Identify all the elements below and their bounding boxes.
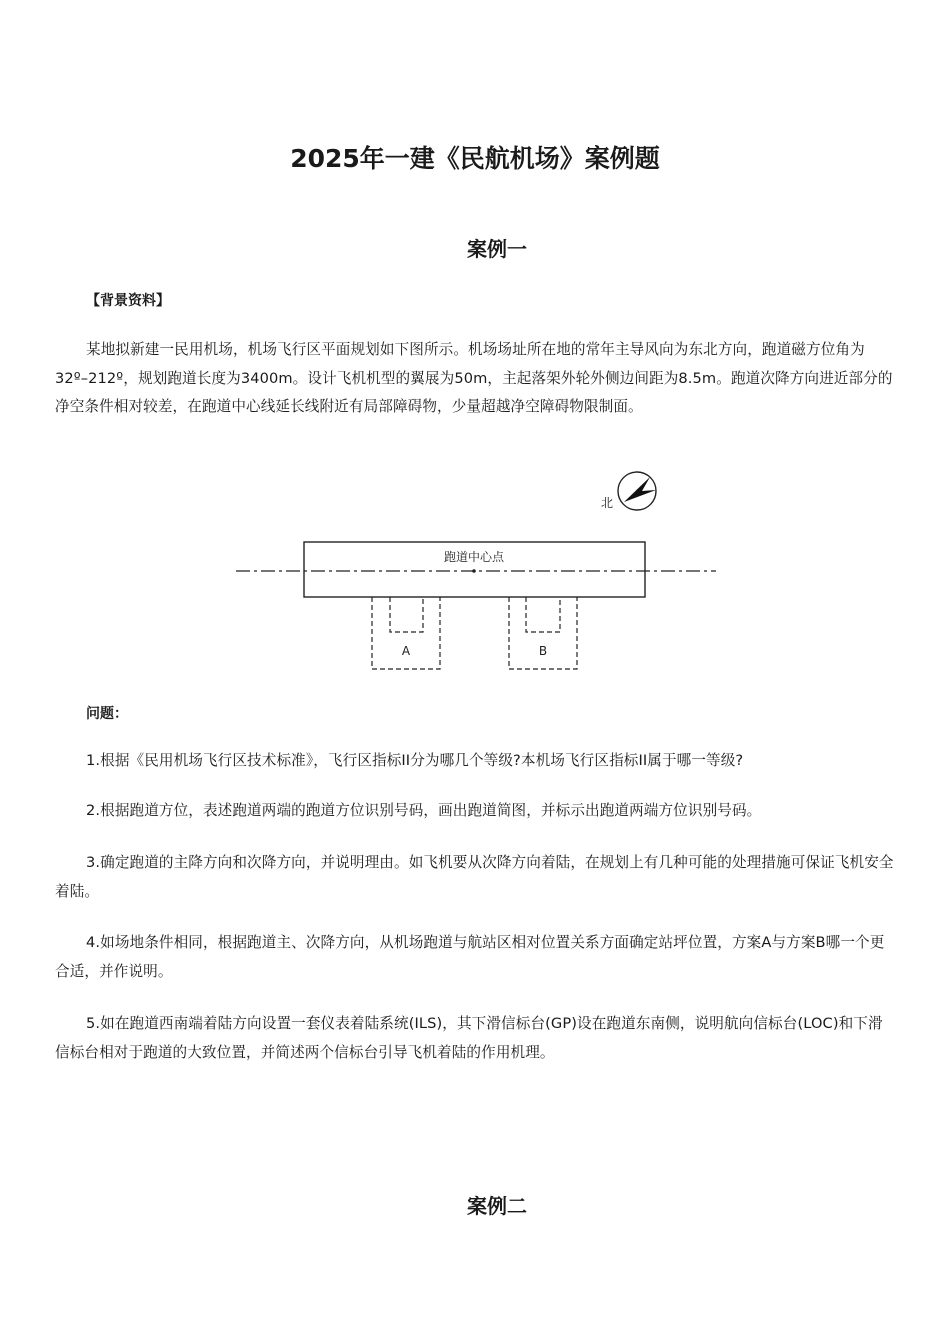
option-b-label: B: [538, 644, 548, 658]
background-label: 【背景资料】: [86, 293, 170, 309]
question-2: 2.根据跑道方位，表述跑道两端的跑道方位识别号码，画出跑道简图，并标示出跑道两端方位识别号码。: [86, 802, 762, 819]
airfield-plan-figure: [200, 460, 740, 680]
questions-label: 问题：: [86, 706, 128, 722]
question-5: 5.如在跑道西南端着陆方向设置一套仪表着陆系统(ILS)，其下滑信标台(GP)设在跑道东南侧，说明航向信标台(LOC)和下滑信标台相对于跑道的大致位置，并简述两个信标台引导飞机着陆的作用机理。: [55, 1015, 883, 1061]
north-label: 北: [601, 496, 614, 510]
runway-center-point: [472, 569, 476, 573]
question-4: 4.如场地条件相同，根据跑道主、次降方向，从机场跑道与航站区相对位置关系方面确定站坪位置，方案A与方案B哪一个更合适，并作说明。: [55, 934, 885, 980]
document-title: 2025年一建《民航机场》案例题: [290, 144, 660, 173]
question-1: 1.根据《民用机场飞行区技术标准》，飞行区指标II分为哪几个等级?本机场飞行区指标II属于哪一等级?: [86, 752, 744, 769]
option-a-label: A: [401, 644, 411, 658]
question-3: 3.确定跑道的主降方向和次降方向，并说明理由。如飞机要从次降方向着陆，在规划上有几种可能的处理措施可保证飞机安全着陆。: [55, 854, 894, 900]
case2-title: 案例二: [467, 1194, 527, 1218]
runway-center-label: 跑道中心点: [443, 550, 505, 564]
option-a-apron: [372, 597, 440, 669]
option-b-apron: [509, 597, 577, 669]
background-text: 某地拟新建一民用机场，机场飞行区平面规划如下图所示。机场场址所在地的常年主导风向为东北方向，跑道磁方位角为32º–212º，规划跑道长度为3400m。设计飞机机型的翼展为50m，主起落架外轮外侧边间距为8.5m。跑道次降方向进近部分的净空条件相对较差，在跑道中心线延长线附近有局部障碍物，少量超越净空障碍物限制面。: [55, 341, 893, 415]
compass-icon: [618, 472, 656, 510]
case1-title: 案例一: [467, 237, 527, 261]
